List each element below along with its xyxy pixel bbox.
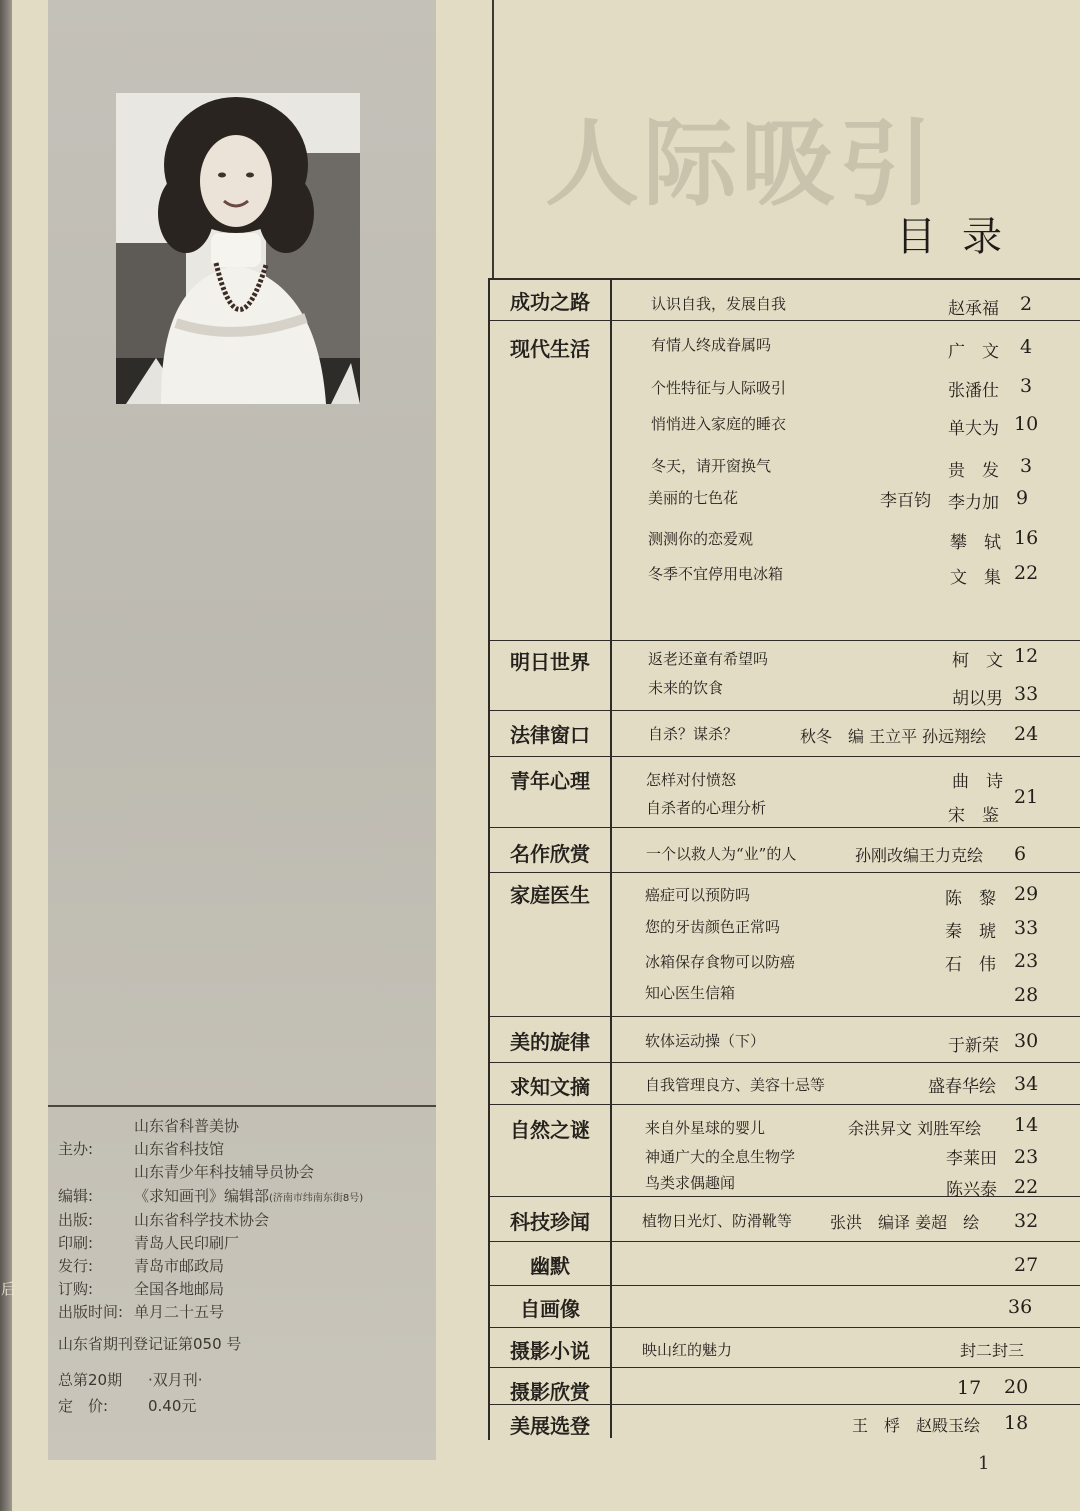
toc-entry-author: 张潘仕 (948, 381, 999, 401)
toc-category: 自然之谜 (510, 1118, 590, 1142)
toc-entry-title[interactable]: 鸟类求偶趣闻 (645, 1174, 736, 1192)
toc-entry-title[interactable]: 自我管理良方、美容十忌等 (645, 1076, 826, 1094)
toc-entry-title[interactable]: 未来的饮食 (648, 679, 724, 697)
toc-entry-author: 陈兴泰 (946, 1180, 997, 1200)
toc-entry-page: 9 (1016, 487, 1029, 509)
editor-line: 编辑: 《求知画刊》编辑部(济南市纬南东街8号) (58, 1187, 364, 1205)
toc-category: 成功之路 (510, 290, 590, 314)
toc-entry-page: 20 (1004, 1376, 1029, 1398)
toc-entry-title[interactable]: 自杀者的心理分析 (646, 799, 767, 817)
toc-entry-page: 21 (1014, 786, 1039, 808)
toc-category: 家庭医生 (510, 883, 590, 907)
toc-entry-author: 于新荣 (948, 1036, 999, 1056)
section-separator (488, 872, 1080, 873)
section-separator (488, 1104, 1080, 1105)
toc-entry-author: 柯 文 (952, 651, 1003, 671)
section-separator (488, 640, 1080, 641)
toc-entry-author: 余洪昇文 刘胜军绘 (848, 1119, 982, 1138)
toc-entry-title[interactable]: 测测你的恋爱观 (648, 530, 754, 548)
section-separator (488, 1367, 1080, 1368)
section-separator (488, 1016, 1080, 1017)
toc-category: 摄影小说 (510, 1339, 590, 1363)
toc-entry-page: 32 (1014, 1210, 1039, 1232)
toc-category: 青年心理 (510, 769, 590, 793)
toc-category: 美展选登 (510, 1414, 590, 1438)
toc-entry-title[interactable]: 您的牙齿颜色正常吗 (645, 918, 781, 936)
toc-entry-title[interactable]: 来自外星球的婴儿 (645, 1119, 766, 1137)
distributor-line: 发行: 青岛市邮政局 (58, 1257, 225, 1275)
toc-entry-author: 封二封三 (960, 1341, 1025, 1360)
toc-entry-title[interactable]: 软体运动操（下） (645, 1032, 766, 1050)
toc-entry-page: 16 (1014, 527, 1039, 549)
section-separator (488, 320, 1080, 321)
toc-entry-author: 攀 轼 (950, 533, 1001, 553)
toc-entry-title[interactable]: 美丽的七色花 (648, 489, 739, 507)
toc-entry-author: 石 伟 (945, 955, 996, 975)
toc-entry-title[interactable]: 自杀？谋杀？ (648, 725, 739, 743)
toc-category: 摄影欣赏 (510, 1380, 590, 1404)
toc-entry-title[interactable]: 个性特征与人际吸引 (651, 379, 787, 397)
section-separator (488, 1062, 1080, 1063)
toc-entry-title[interactable]: 冬天，请开窗换气 (651, 457, 772, 475)
toc-entry-title[interactable]: 返老还童有希望吗 (648, 650, 769, 668)
toc-entry-page: 12 (1014, 645, 1039, 667)
toc-category: 法律窗口 (510, 723, 590, 747)
toc-entry-title[interactable]: 冰箱保存食物可以防癌 (645, 953, 796, 971)
cover-portrait-photo (116, 93, 360, 404)
toc-entry-title[interactable]: 一个以救人为“业”的人 (646, 845, 797, 863)
toc-entry-page: 24 (1014, 723, 1039, 745)
toc-column-divider (610, 278, 612, 1438)
price-line: 定 价: 0.40元 (58, 1397, 197, 1415)
toc-entry-title[interactable]: 知心医生信箱 (645, 984, 736, 1002)
toc-entry-page: 29 (1014, 883, 1039, 905)
section-separator (488, 1241, 1080, 1242)
registration-line: 山东省期刊登记证第050 号 (58, 1335, 242, 1353)
toc-entry-author: 陈 黎 (945, 889, 996, 909)
photo-turtleneck (211, 233, 261, 267)
sponsor-line-3: 山东青少年科技辅导员协会 (134, 1163, 315, 1181)
subscription-line: 订购: 全国各地邮局 (58, 1280, 225, 1298)
toc-entry-page: 30 (1014, 1030, 1039, 1052)
toc-entry-page: 3 (1020, 455, 1033, 477)
toc-entry-title[interactable]: 有情人终成眷属吗 (651, 336, 772, 354)
toc-category: 求知文摘 (510, 1075, 590, 1099)
toc-entry-author: 李力加 (948, 493, 999, 513)
toc-entry-page: 14 (1014, 1114, 1039, 1136)
page-edge-strip (0, 0, 17, 1511)
toc-entry-title[interactable]: 冬季不宜停用电冰箱 (648, 565, 784, 583)
toc-entry-page-alt: 17 (957, 1377, 982, 1399)
toc-entry-author: 盛春华绘 (928, 1077, 996, 1097)
toc-category: 自画像 (520, 1297, 580, 1321)
toc-entry-page: 23 (1014, 1146, 1039, 1168)
toc-entry-author: 王 桴 赵殿玉绘 (852, 1416, 981, 1435)
sponsor-line-2: 主办: 山东省科技馆 (58, 1140, 225, 1158)
toc-category: 名作欣赏 (510, 842, 590, 866)
toc-entry-page: 36 (1008, 1296, 1033, 1318)
toc-entry-title[interactable]: 认识自我，发展自我 (651, 295, 787, 313)
toc-entry-author: 宋 鉴 (948, 806, 999, 826)
toc-entry-title[interactable]: 神通广大的全息生物学 (645, 1148, 796, 1166)
toc-category: 明日世界 (510, 650, 590, 674)
toc-entry-author: 胡以男 (952, 689, 1003, 709)
toc-entry-page: 3 (1020, 375, 1033, 397)
toc-entry-author: 秦 琥 (945, 922, 996, 942)
toc-entry-page: 33 (1014, 917, 1039, 939)
toc-entry-title[interactable]: 植物日光灯、防滑靴等 (642, 1212, 793, 1230)
toc-entry-title[interactable]: 悄悄进入家庭的睡衣 (651, 415, 787, 433)
printer-line: 印刷: 青岛人民印刷厂 (58, 1234, 240, 1252)
section-separator (488, 756, 1080, 757)
toc-category: 美的旋律 (510, 1030, 590, 1054)
toc-entry-page: 18 (1004, 1412, 1029, 1434)
section-separator (488, 710, 1080, 711)
toc-entry-page: 23 (1014, 950, 1039, 972)
toc-entry-page: 28 (1014, 984, 1039, 1006)
sponsor-line-1: 山东省科普美协 (134, 1117, 240, 1135)
toc-entry-author: 曲 诗 (952, 772, 1003, 792)
toc-entry-author: 文 集 (950, 568, 1001, 588)
toc-entry-title[interactable]: 映山红的魅力 (642, 1341, 733, 1359)
section-separator (488, 1327, 1080, 1328)
toc-entry-page: 34 (1014, 1073, 1039, 1095)
toc-category: 现代生活 (510, 337, 590, 361)
toc-entry-title[interactable]: 癌症可以预防吗 (645, 886, 751, 904)
toc-entry-page: 27 (1014, 1254, 1039, 1276)
toc-entry-title[interactable]: 怎样对付愤怒 (646, 771, 737, 789)
page-number: 1 (978, 1453, 990, 1474)
toc-entry-author: 贵 发 (948, 461, 999, 481)
issue-line: 总第20期 ·双月刊· (58, 1371, 203, 1389)
background-article-title: 人际吸引 (545, 110, 938, 219)
photo-face (200, 135, 272, 227)
toc-title: 目录 (896, 214, 1028, 260)
publish-time-line: 出版时间: 单月二十五号 (58, 1303, 225, 1321)
toc-entry-author: 赵承福 (948, 299, 999, 319)
toc-entry-co-author: 李百钧 (880, 491, 931, 511)
toc-entry-author: 单大为 (948, 419, 999, 439)
section-separator (488, 1285, 1080, 1286)
toc-category: 科技珍闻 (510, 1210, 590, 1234)
toc-entry-page: 22 (1014, 562, 1039, 584)
portrait-illustration (116, 93, 360, 404)
toc-entry-author: 张洪 编译 姜超 绘 (830, 1213, 980, 1232)
edge-label: 后 (1, 1280, 17, 1298)
toc-entry-page: 4 (1020, 336, 1033, 358)
toc-entry-author: 孙刚改编王力克绘 (855, 846, 984, 865)
colophon (48, 1105, 436, 1415)
toc-entry-author: 李莱田 (946, 1149, 997, 1169)
toc-entry-page: 33 (1014, 683, 1039, 705)
toc-entry-author: 广 文 (948, 342, 999, 362)
toc-entry-page: 2 (1020, 293, 1033, 315)
section-separator (488, 827, 1080, 828)
toc-entry-page: 22 (1014, 1176, 1039, 1198)
toc-entry-author: 秋冬 编 王立平 孙远翔绘 (800, 727, 987, 746)
publisher-line: 出版: 山东省科学技术协会 (58, 1211, 270, 1229)
toc-entry-page: 6 (1014, 843, 1027, 865)
toc-category: 幽默 (530, 1254, 570, 1278)
toc-entry-page: 10 (1014, 413, 1039, 435)
